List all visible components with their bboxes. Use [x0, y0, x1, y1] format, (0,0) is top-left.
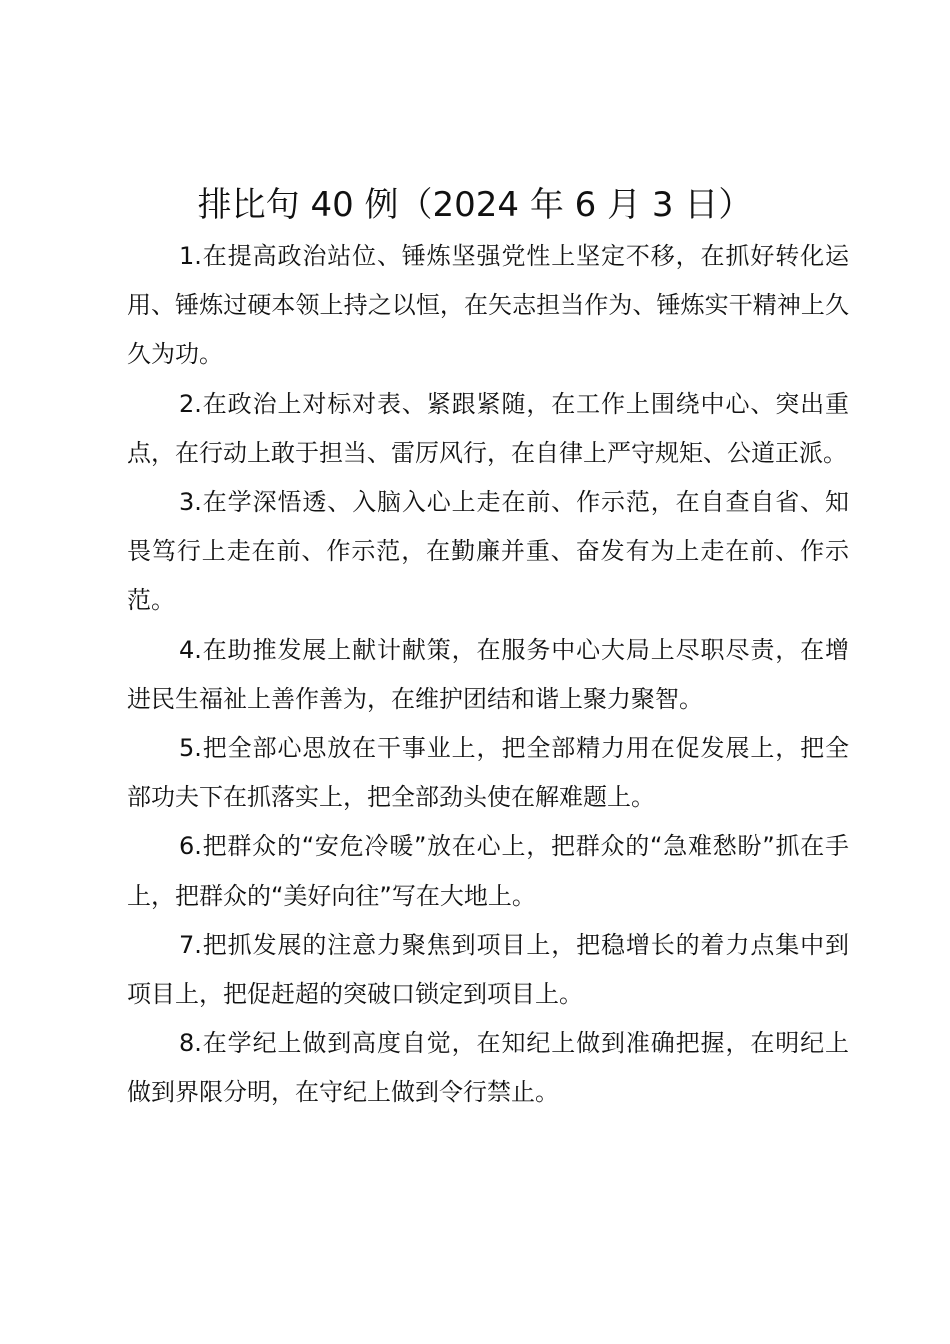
- paragraph-6: 6.把群众的“安危冷暖”放在心上，把群众的“急难愁盼”抓在手上，把群众的“美好向往”写在大地上。: [127, 832, 849, 910]
- document-body: [127, 232, 849, 1118]
- paragraph-8: 8.在学纪上做到高度自觉，在知纪上做到准确把握，在明纪上做到界限分明，在守纪上做到令行禁止。: [127, 1029, 849, 1107]
- paragraph-3: 3.在学深悟透、入脑入心上走在前、作示范，在自查自省、知畏笃行上走在前、作示范，在勤廉并重、奋发有为上走在前、作示范。: [127, 488, 849, 615]
- paragraph-4: 4.在助推发展上献计献策，在服务中心大局上尽职尽责，在增进民生福祉上善作善为，在维护团结和谐上聚力聚智。: [127, 635, 849, 713]
- document-title: 排比句 40 例（2024 年 6 月 3 日）: [197, 185, 753, 225]
- paragraph-5: 5.把全部心思放在干事业上，把全部精力用在促发展上，把全部功夫下在抓落实上，把全部劲头使在解难题上。: [127, 734, 849, 812]
- paragraph-2: 2.在政治上对标对表、紧跟紧随，在工作上围绕中心、突出重点，在行动上敢于担当、雷厉风行，在自律上严守规矩、公道正派。: [127, 389, 849, 467]
- paragraph-7: 7.把抓发展的注意力聚焦到项目上，把稳增长的着力点集中到项目上，把促赶超的突破口锁定到项目上。: [127, 930, 849, 1009]
- paragraph-1: 1.在提高政治站位、锤炼坚强党性上坚定不移，在抓好转化运用、锤炼过硬本领上持之以恒，在矢志担当作为、锤炼实干精神上久久为功。: [127, 242, 849, 369]
